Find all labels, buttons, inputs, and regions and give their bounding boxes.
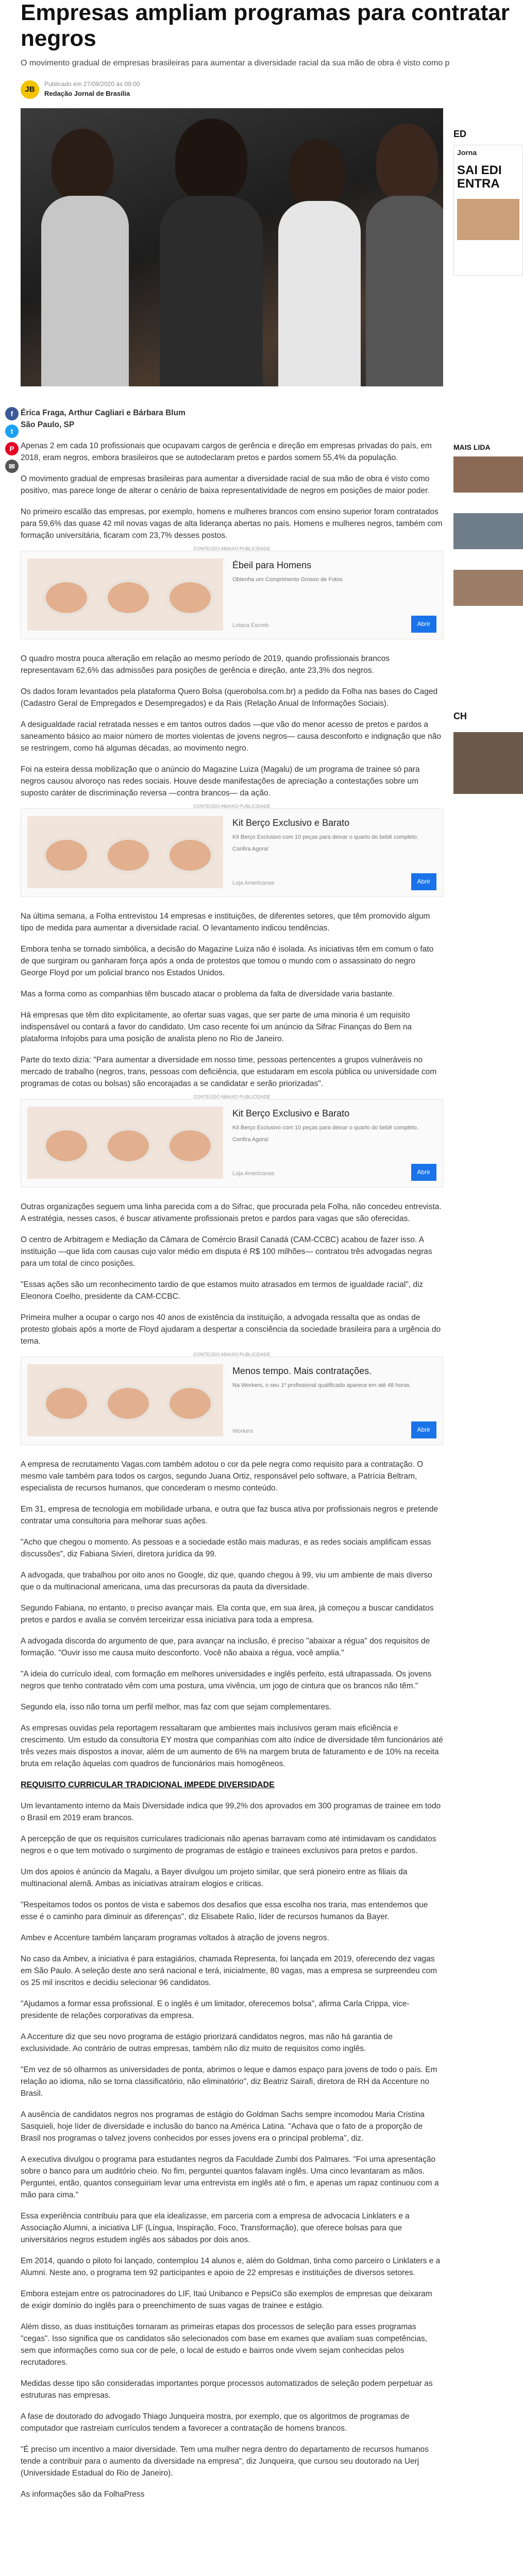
newspaper-card-title: Jorna [457,148,477,157]
article-paragraph: "Respeitamos todos os pontos de vista e sabemos dos desafios que essa escolha nos traria, mas entendemos que esse é o caminho para diminuir as diferenças", diz Elisabete Ralio, líder de recursos humanos da Bayer. [21,1901,428,1921]
ad-title[interactable]: Kit Berço Exclusivo e Barato [232,1108,350,1118]
article-paragraph: A empresa de recrutamento Vagas.com também adotou o cor da pele negra como requisito para a contratação. O mesmo vale também para todos os cargos, segundo Juana Ortiz, responsável pelo software, a Patrícia Beltram, especialista de recursos humanos, que concederam o mesmo conteúdo. [21,1460,424,1493]
paragraph-group [21,910,443,1090]
ad-title[interactable]: Kit Berço Exclusivo e Barato [232,818,350,828]
article-paragraph: O quadro mostra pouca alteração em relação ao mesmo período de 2019, quando profissionais brancos representavam 62,6% das admissões para posições de gerência e direção, ante 23,3% dos negros. [21,654,390,675]
article-paragraph: Os dados foram levantados pela plataforma Quero Bolsa (querobolsa.com.br) a pedido da Folha nas bases do Caged (Cadastro Geral de Empregados e Desempregados) e da Rais (Relação Anual de Informações Sociais). [21,687,438,708]
sidebar-edition-label: ED [453,129,467,139]
article-hero-image [21,108,443,386]
article-paragraph: Na última semana, a Folha entrevistou 14 empresas e instituições, de diferentes setores, que têm promovido algum tipo de medida para aumentar a diversidade racial. O levantamento indicou tendências. [21,912,430,933]
sidebar-most-read-label: MAIS LIDA [453,443,491,451]
ad-image-shape [105,837,152,874]
ad-image[interactable] [27,1364,223,1436]
paragraph-group [21,440,443,541]
article-paragraph: A executiva divulgou o programa para estudantes negros da Faculdade Zumbi dos Palmares. "Foi uma apresentação sobre o banco para um auditório cheio. No fim, perguntei quantos falavam inglês. Uma cinco levantaram as mãos. Perguntei, então, quantos conseguiriam levar uma entrevista em inglês até o fim, e apenas um rapaz continuou com a mão para cima." [21,2155,439,2199]
article-paragraph: Há empresas que têm dito explicitamente, ao ofertar suas vagas, que ser parte de uma minoria é um requisito indispensável ou contará a favor do candidato. Um caso recente foi um anúncio da Sifrac Finanças do Bem na plataforma Infojobs para uma posição de analista pleno no Rio de Janeiro. [21,1011,412,1043]
paragraph-group [21,1459,443,1770]
ad-brand: Loja Americanas [232,1171,275,1177]
crowd-body [160,196,263,386]
paragraph-group [21,1201,443,1347]
most-read-thumb[interactable] [453,513,523,549]
crowd-body [366,196,443,386]
ad-open-button[interactable]: Abrir [411,1164,436,1181]
article-subhead: O movimento gradual de empresas brasileiras para aumentar a diversidade racial da sua mão de obra é visto como p [21,59,450,67]
article-headline: Empresas ampliam programas para contratar negros [21,0,510,51]
ad-image-shape [166,579,214,616]
ad-open-button[interactable]: Abrir [411,616,436,633]
advertisement[interactable] [21,804,443,897]
ad-image-shape [43,1127,90,1164]
article-paragraph: Foi na esteira dessa mobilização que o anúncio do Magazine Luiza (Magalu) de um programa de trainee só para negros causou alvoroço nas redes sociais. Houve desde manifestações de apreciação a contestações sobre um suposto caráter de discriminação reversa —contra brancos— da ação. [21,765,420,798]
article-paragraph: "Em vez de só olharmos as universidades de ponta, abrimos o leque e damos espaço para jovens de todo o país. Em relação ao idioma, não se torna classificatório, não eliminatório", diz Beatriz Sairafi, diretora de RH da Accenture no Brasil. [21,2065,437,2098]
crowd-body [41,196,129,386]
most-read-thumb[interactable] [453,570,523,606]
article-authors [21,407,443,431]
ad-brand: Workers [232,1428,254,1434]
ad-image-shape [105,579,152,616]
article-paragraph: A advogada, que trabalhou por oito anos no Google, diz que, quando chegou à 99, viu um ambiente de mais diverso que o da multinacional americana, uma das precursoras da pauta da diversidade. [21,1571,432,1591]
ad-label: CONTEÚDO ABAIXO PUBLICIDADE [193,1094,271,1099]
newspaper-card-photo [457,199,519,240]
article-paragraph: "A ideia do currículo ideal, com formação em melhores universidades e inglês perfeito, está ultrapassada. Os jovens negros que tenho contratado vêm com uma postura, uma vivência, um jogo de cintura que os brancos não têm." [21,1670,432,1690]
facebook-share-icon[interactable]: f [5,407,19,420]
ad-title[interactable]: Menos tempo. Mais contratações. [232,1366,372,1376]
publisher-name[interactable]: Redação Jornal de Brasília [44,90,130,97]
article-paragraph: Embora tenha se tornado simbólica, a decisão do Magazine Luiza não é isolada. As iniciativas têm em comum o fato de que surgiram ou ganharam força após a onda de protestos que tomou o mundo com o assassinato do negro George Floyd por um policial branco nos Estados Unidos. [21,945,434,977]
ad-title[interactable]: Ébeil para Homens [232,560,312,570]
sidebar-most-read [453,443,523,606]
article-paragraph: Segundo ela, isso não torna um perfil melhor, mas faz com que sejam complementares. [21,1703,332,1711]
crowd-face [289,139,345,206]
article-paragraph: A fase de doutorado do advogado Thiago Junqueira mostra, por exemplo, que os algoritmos de programas de computador que rastreiam currículos tendem a favorecer a contratação de homens brancos. [21,2412,410,2433]
ad-image-shape [105,1385,152,1422]
article-paragraph: Outras organizações seguem uma linha parecida com a do Sifrac, que procurada pela Folha, não concedeu entrevista. A estratégia, nesses casos, é buscar ativamente profissionais pretos e pardos para vagas que são oferecidas. [21,1202,442,1223]
crowd-face [376,124,438,201]
twitter-share-icon[interactable]: t [5,425,19,438]
article-paragraph: As informações são da FolhaPress [21,2490,145,2499]
article-location: São Paulo, SP [21,420,75,429]
advertisement[interactable] [21,546,443,639]
article-paragraph: "É preciso um incentivo a maior diversidade. Tem uma mulher negra dentro do departamento de recursos humanos tende a contribuir para o aumento da diversidade na empresa", diz Junqueira, que cursou seu doutorado na Uerj (Universidade Estadual do Rio de Janeiro). [21,2445,429,2478]
most-read-thumb[interactable] [453,456,523,493]
article-paragraph: "Acho que chegou o momento. As pessoas e a sociedade estão mais maduras, e as redes sociais amplificam essas discussões", diz Fabiana Sivieri, diretora jurídica da 99. [21,1538,431,1558]
ad-brand: Loja Americanas [232,880,275,886]
email-share-icon[interactable]: ✉ [5,460,19,473]
ad-image[interactable] [27,1107,223,1179]
byline [21,78,330,101]
article-paragraph: Parte do texto dizia: "Para aumentar a diversidade em nosso time, pessoas pertencentes a grupos vulneráveis no mercado de trabalho (negros, trans, pessoas com deficiência, que estudaram em escola pública ou universidade com programas de cotas ou bolsas) são encorajadas a se candidatar e serão priorizadas". [21,1056,437,1088]
article-paragraph: Em 2014, quando o piloto foi lançado, contemplou 14 alunos e, além do Goldman, tinha como parceiro o Linklaters e a Alumni. Neste ano, o programa tem 92 participantes e apoio de 22 empresas e instituições de diversos setores. [21,2257,441,2277]
ad-image[interactable] [27,558,223,631]
article-paragraph: A ausência de candidatos negros nos programas de estágio do Goldman Sachs sempre incomodou Maria Cristina Sasquieli, hoje líder de diversidade e inclusão do banco na América Latina. "Achava que o fato de a proporção de Brasil nos programas o talvez jovens conhecidos por esses jovens era o principal problema", diz. [21,2110,425,2143]
article-paragraph: Mas a forma como as companhias têm buscado atacar o problema da falta de diversidade varia bastante. [21,990,395,998]
newspaper-card-headline: SAI EDI ENTRA [457,163,502,191]
sidebar-edition [453,129,523,276]
ad-image-shape [105,1127,152,1164]
article-paragraph: Ambev e Accenture também lançaram programas voltados à atração de jovens negros. [21,1934,329,1942]
sidebar-section-label: CH [453,711,467,721]
sidebar-section [453,711,523,794]
section-heading: REQUISITO CURRICULAR TRADICIONAL IMPEDE DIVERSIDADE [21,1781,275,1789]
ad-label: CONTEÚDO ABAIXO PUBLICIDADE [193,546,271,551]
ad-image-shape [43,579,90,616]
article-paragraph: Segundo Fabiana, no entanto, o preciso avançar mais. Ela conta que, em sua área, já começou a buscar candidatos pretos e pardos e avalia se convém terceirizar essa iniciativa para toda a empresa. [21,1604,434,1624]
article-paragraph: A desigualdade racial retratada nesses e em tantos outros dados —que vão do menor acesso de pretos e pardos a saneamento básico ao maior número de mortes violentas de jovens negros— causa desconforto e indignação que não se restringem, como há algumas décadas, ao movimento negro. [21,720,441,753]
article-paragraph: A percepção de que os requisitos curriculares tradicionais não apenas barravam como até intimidavam os candidatos negros e o que tem motivado o surgimento de programas de estágio e trainees exclusivos para pretos e pardos. [21,1835,436,1855]
publisher-logo[interactable]: JB [21,80,39,99]
article-paragraph: A Accenture diz que seu novo programa de estágio priorizará candidatos negros, mas não há garantia de exclusividade. Ao contrário de outras empresas, também não diz muito de requisitos como inglês. [21,2032,393,2053]
article-paragraph: "Ajudamos a formar essa profissional. E o inglês é um limitador, oferecemos bolsa", afirma Carla Crippa, vice-presidente de relações corporativas da empresa. [21,1999,410,2020]
ad-image-shape [166,1127,214,1164]
paragraph-group [21,1800,443,2500]
ad-open-button[interactable]: Abrir [411,873,436,890]
ad-image-shape [166,837,214,874]
ad-description: Na Workers, o seu 1º profissional qualificado aparece em até 48 horas. [232,1382,411,1388]
advertisement[interactable] [21,1352,443,1445]
ad-label: CONTEÚDO ABAIXO PUBLICIDADE [193,1352,271,1357]
advertisement[interactable] [21,1094,443,1188]
ad-description: Kit Berço Exclusivo com 10 peças para deixar o quarto do bebê completo. Confira Agora! [232,834,418,852]
ad-open-button[interactable]: Abrir [411,1421,436,1438]
crowd-face [175,118,247,201]
pinterest-share-icon[interactable]: P [5,442,19,455]
article-paragraph: O movimento gradual de empresas brasileiras para aumentar a diversidade racial de sua mão de obra é visto como positivo, mas parece longe de alterar o cenário de baixa representatividade de negros em posições de maior poder. [21,474,430,495]
ad-label: CONTEÚDO ABAIXO PUBLICIDADE [193,804,271,809]
newspaper-card[interactable] [453,145,523,276]
ad-image-shape [43,1385,90,1422]
article-paragraph: Um dos apoios é anúncio da Magalu, a Bayer divulgou um projeto similar, que será pioneiro entre as filiais da multinacional alemã. Ambas as iniciativas atraíram elogios e críticas. [21,1868,408,1888]
ad-brand: Loiana Escreb [232,622,269,629]
article-paragraph: Medidas desse tipo são consideradas importantes porque processos automatizados de seleção podem perpetuar as estruturas nas empresas. [21,2379,433,2400]
ad-image[interactable] [27,816,223,888]
article-paragraph: As empresas ouvidas pela reportagem ressaltaram que ambientes mais inclusivos geram mais eficiência e crescimento. Um estudo da consultoria EY mostra que companhias com alto índice de diversidade têm funcionários até três vezes mais dispostos a inovar, além de um aumento de 6% na margem bruta de faturamento e de 10% na receita bruta em relação àquelas com quadros de funcionários mais homogêneos. [21,1724,443,1768]
publish-date: Publicado em 27/09/2020 às 09:00 [44,80,140,88]
article-paragraph: Apenas 2 em cada 10 profissionais que ocupavam cargos de gerência e direção em empresas privadas do país, em 2018, eram negros, embora brasileiros que se autodeclaram pretos e pardos somem 55,4% da população. [21,442,432,462]
article-paragraph: No primeiro escalão das empresas, por exemplo, homens e mulheres brancos com ensino superior foram contratados para 59,6% das quase 42 mil novas vagas de alta liderança abertas no país. Homens e mulheres negros, também com formação universitária, ficaram com 23,7% desses postos. [21,507,443,540]
sidebar-thumb[interactable] [453,732,523,794]
ad-image-shape [43,837,90,874]
ad-description: Kit Berço Exclusivo com 10 peças para deixar o quarto do bebê completo. Confira Agora! [232,1125,418,1143]
article-paragraph: No caso da Ambev, a iniciativa é para estagiários, chamada Representa, foi lançada em 2019, oferecendo dez vagas em São Paulo. A seleção deste ano será nacional e terá, inicialmente, 80 vagas, mas a empresa se surpreendeu com os 25 mil inscritos e decidiu selecionar 96 candidatos. [21,1955,437,1987]
author-names: Érica Fraga, Arthur Cagliari e Bárbara Blum [21,409,185,417]
ad-description: Obtenha um Comprimento Grosso de Fotos [232,577,343,583]
ad-image-shape [166,1385,214,1422]
article-paragraph: Essa experiência contribuiu para que ela idealizasse, em parceria com a empresa de advocacia Linklaters e a Associação Alumni, a iniciativa LIF (Língua, Inspiração, Foco, Transformação), que oferece bolsas para que universitários negros estudem inglês aos sábados por dois anos. [21,2212,410,2244]
article-paragraph: O centro de Arbitragem e Mediação da Câmara de Comércio Brasil Canadá (CAM-CCBC) acabou de fazer isso. A instituição —que lida com causas cujo valor médio em disputa é R$ 100 milhões— contratou três advogadas negras para um total de cinco posições. [21,1235,432,1268]
article-body [21,407,443,2510]
article-paragraph: "Essas ações são um reconhecimento tardio de que estamos muito atrasados em termos de igualdade racial", diz Eleonora Coelho, presidente da CAM-CCBC. [21,1280,424,1301]
article-paragraph: A advogada discorda do argumento de que, para avançar na inclusão, é preciso "abaixar a régua" dos requisitos de formação. "Ouvir isso me causa muito desconforto. Você não abaixa a régua, você amplia." [21,1637,430,1657]
article-paragraph: Em 31, empresa de tecnologia em mobilidade urbana, e outra que faz busca ativa por profissionais negros e pretende contratar uma consultoria para melhorar suas ações. [21,1505,438,1526]
article-paragraph: Além disso, as duas instituições tornaram as primeiras etapas dos processos de seleção para esses programas "cegas". Isso significa que os candidatos são selecionados com base em exames que avaliam suas competências, sem que informações como sua cor de pele, o local de estudo e bairros onde vivem sejam conhecidas pelos recrutadores. [21,2323,428,2367]
article-paragraph: Embora estejam entre os patrocinadores do LIF, Itaú Unibanco e PepsiCo são exemplos de empresas que deixaram de exigir domínio do inglês para o preenchimento de suas vagas de trainee e estágio. [21,2290,432,2310]
crowd-face [52,129,113,201]
article-paragraph: Um levantamento interno da Mais Diversidade indica que 99,2% dos aprovados em 300 programas de trainee em todo o Brasil em 2019 eram brancos. [21,1802,441,1822]
article-paragraph: Primeira mulher a ocupar o cargo nos 40 anos de existência da instituição, a advogada ressalta que as ondas de protesto globais após a morte de Floyd ajudaram a despertar a consciência da sociedade brasileira para a urgência do tema. [21,1313,441,1346]
paragraph-group [21,653,443,799]
crowd-body [278,201,361,386]
